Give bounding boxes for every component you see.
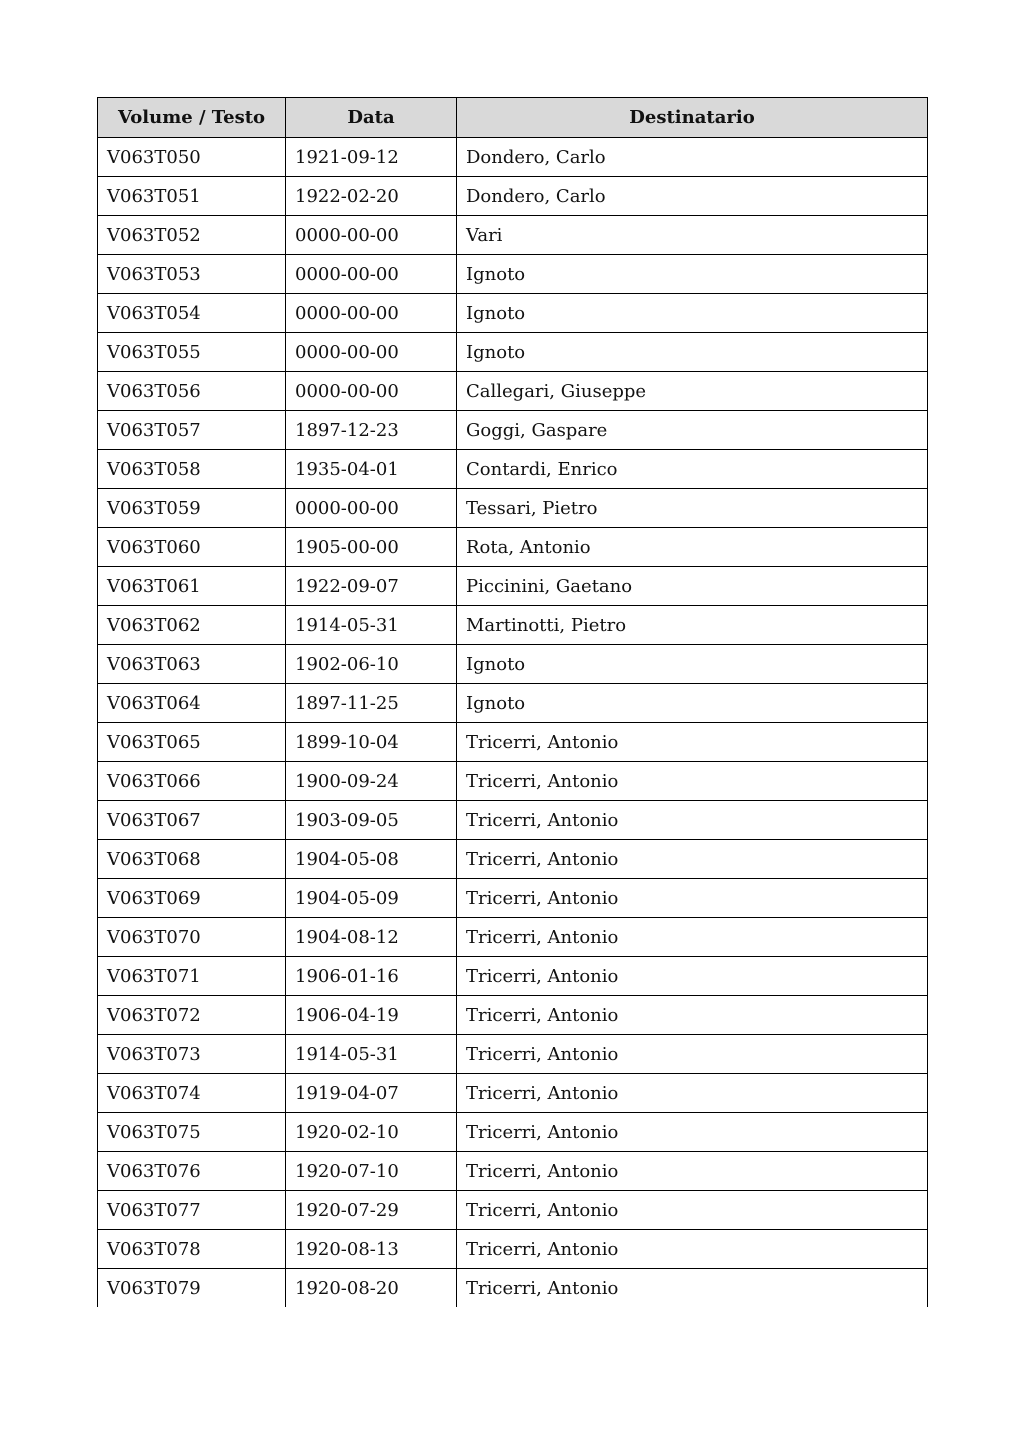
table-row bbox=[98, 762, 928, 801]
header-row bbox=[98, 98, 928, 138]
cell-data: 1921-09-12 bbox=[286, 138, 457, 177]
cell-destinatario: Ignoto bbox=[457, 294, 928, 333]
table-header bbox=[98, 98, 928, 138]
cell-destinatario: Tricerri, Antonio bbox=[457, 801, 928, 840]
cell-destinatario: Tricerri, Antonio bbox=[457, 918, 928, 957]
table-row bbox=[98, 723, 928, 762]
cell-data: 0000-00-00 bbox=[286, 255, 457, 294]
cell-volume-testo: V063T050 bbox=[98, 138, 286, 177]
table-row bbox=[98, 1191, 928, 1230]
cell-data: 1922-09-07 bbox=[286, 567, 457, 606]
table-row bbox=[98, 528, 928, 567]
cell-data: 0000-00-00 bbox=[286, 372, 457, 411]
cell-volume-testo: V063T052 bbox=[98, 216, 286, 255]
cell-volume-testo: V063T064 bbox=[98, 684, 286, 723]
cell-data: 1920-08-13 bbox=[286, 1230, 457, 1269]
cell-data: 1914-05-31 bbox=[286, 606, 457, 645]
cell-destinatario: Rota, Antonio bbox=[457, 528, 928, 567]
cell-volume-testo: V063T073 bbox=[98, 1035, 286, 1074]
table-row bbox=[98, 1113, 928, 1152]
cell-destinatario: Tricerri, Antonio bbox=[457, 1230, 928, 1269]
table-row bbox=[98, 372, 928, 411]
cell-destinatario: Tricerri, Antonio bbox=[457, 1035, 928, 1074]
cell-data: 1920-07-10 bbox=[286, 1152, 457, 1191]
document-page bbox=[97, 97, 927, 1307]
cell-volume-testo: V063T069 bbox=[98, 879, 286, 918]
cell-data: 1897-12-23 bbox=[286, 411, 457, 450]
cell-destinatario: Goggi, Gaspare bbox=[457, 411, 928, 450]
cell-destinatario: Tricerri, Antonio bbox=[457, 879, 928, 918]
cell-volume-testo: V063T063 bbox=[98, 645, 286, 684]
table-row bbox=[98, 1035, 928, 1074]
cell-destinatario: Tricerri, Antonio bbox=[457, 762, 928, 801]
table-row bbox=[98, 255, 928, 294]
cell-data: 1905-00-00 bbox=[286, 528, 457, 567]
cell-data: 1920-02-10 bbox=[286, 1113, 457, 1152]
cell-volume-testo: V063T068 bbox=[98, 840, 286, 879]
cell-destinatario: Callegari, Giuseppe bbox=[457, 372, 928, 411]
cell-data: 1904-05-09 bbox=[286, 879, 457, 918]
table-row bbox=[98, 918, 928, 957]
column-header-volume-testo: Volume / Testo bbox=[98, 98, 286, 138]
cell-volume-testo: V063T058 bbox=[98, 450, 286, 489]
cell-volume-testo: V063T071 bbox=[98, 957, 286, 996]
cell-destinatario: Tricerri, Antonio bbox=[457, 1269, 928, 1308]
cell-volume-testo: V063T062 bbox=[98, 606, 286, 645]
table-row bbox=[98, 138, 928, 177]
table-row bbox=[98, 489, 928, 528]
cell-volume-testo: V063T054 bbox=[98, 294, 286, 333]
table-row bbox=[98, 1269, 928, 1308]
table-row bbox=[98, 645, 928, 684]
cell-data: 1904-05-08 bbox=[286, 840, 457, 879]
cell-destinatario: Tricerri, Antonio bbox=[457, 996, 928, 1035]
cell-data: 1919-04-07 bbox=[286, 1074, 457, 1113]
cell-data: 0000-00-00 bbox=[286, 333, 457, 372]
cell-volume-testo: V063T078 bbox=[98, 1230, 286, 1269]
cell-data: 0000-00-00 bbox=[286, 294, 457, 333]
cell-volume-testo: V063T061 bbox=[98, 567, 286, 606]
table-row bbox=[98, 411, 928, 450]
table-row bbox=[98, 177, 928, 216]
cell-destinatario: Tricerri, Antonio bbox=[457, 723, 928, 762]
table-row bbox=[98, 333, 928, 372]
cell-data: 1903-09-05 bbox=[286, 801, 457, 840]
cell-destinatario: Tricerri, Antonio bbox=[457, 1191, 928, 1230]
cell-volume-testo: V063T066 bbox=[98, 762, 286, 801]
cell-destinatario: Ignoto bbox=[457, 333, 928, 372]
cell-volume-testo: V063T056 bbox=[98, 372, 286, 411]
table-row bbox=[98, 801, 928, 840]
cell-volume-testo: V063T079 bbox=[98, 1269, 286, 1308]
cell-data: 1904-08-12 bbox=[286, 918, 457, 957]
cell-volume-testo: V063T060 bbox=[98, 528, 286, 567]
table-row bbox=[98, 294, 928, 333]
cell-volume-testo: V063T074 bbox=[98, 1074, 286, 1113]
cell-volume-testo: V063T059 bbox=[98, 489, 286, 528]
letters-table bbox=[97, 97, 928, 1307]
cell-destinatario: Dondero, Carlo bbox=[457, 177, 928, 216]
cell-volume-testo: V063T051 bbox=[98, 177, 286, 216]
cell-destinatario: Vari bbox=[457, 216, 928, 255]
cell-destinatario: Tricerri, Antonio bbox=[457, 1113, 928, 1152]
cell-volume-testo: V063T057 bbox=[98, 411, 286, 450]
cell-data: 1900-09-24 bbox=[286, 762, 457, 801]
cell-destinatario: Tricerri, Antonio bbox=[457, 957, 928, 996]
cell-volume-testo: V063T055 bbox=[98, 333, 286, 372]
cell-destinatario: Piccinini, Gaetano bbox=[457, 567, 928, 606]
cell-destinatario: Martinotti, Pietro bbox=[457, 606, 928, 645]
cell-volume-testo: V063T067 bbox=[98, 801, 286, 840]
cell-destinatario: Ignoto bbox=[457, 645, 928, 684]
cell-data: 1902-06-10 bbox=[286, 645, 457, 684]
cell-volume-testo: V063T076 bbox=[98, 1152, 286, 1191]
table-row bbox=[98, 840, 928, 879]
cell-data: 1906-01-16 bbox=[286, 957, 457, 996]
cell-volume-testo: V063T065 bbox=[98, 723, 286, 762]
cell-destinatario: Dondero, Carlo bbox=[457, 138, 928, 177]
cell-data: 1920-07-29 bbox=[286, 1191, 457, 1230]
table-row bbox=[98, 1152, 928, 1191]
cell-destinatario: Tessari, Pietro bbox=[457, 489, 928, 528]
table-row bbox=[98, 684, 928, 723]
table-body bbox=[98, 138, 928, 1308]
table-row bbox=[98, 606, 928, 645]
cell-volume-testo: V063T075 bbox=[98, 1113, 286, 1152]
cell-destinatario: Tricerri, Antonio bbox=[457, 1152, 928, 1191]
cell-data: 1899-10-04 bbox=[286, 723, 457, 762]
table-row bbox=[98, 957, 928, 996]
table-row bbox=[98, 450, 928, 489]
cell-data: 1897-11-25 bbox=[286, 684, 457, 723]
cell-data: 1935-04-01 bbox=[286, 450, 457, 489]
cell-data: 0000-00-00 bbox=[286, 216, 457, 255]
table-row bbox=[98, 996, 928, 1035]
cell-destinatario: Ignoto bbox=[457, 255, 928, 294]
table-row bbox=[98, 1230, 928, 1269]
table-row bbox=[98, 879, 928, 918]
cell-destinatario: Tricerri, Antonio bbox=[457, 840, 928, 879]
cell-data: 1920-08-20 bbox=[286, 1269, 457, 1308]
cell-data: 0000-00-00 bbox=[286, 489, 457, 528]
table-row bbox=[98, 567, 928, 606]
column-header-data: Data bbox=[286, 98, 457, 138]
cell-data: 1922-02-20 bbox=[286, 177, 457, 216]
table-row bbox=[98, 1074, 928, 1113]
column-header-destinatario: Destinatario bbox=[457, 98, 928, 138]
cell-volume-testo: V063T072 bbox=[98, 996, 286, 1035]
cell-destinatario: Ignoto bbox=[457, 684, 928, 723]
table-row bbox=[98, 216, 928, 255]
cell-data: 1906-04-19 bbox=[286, 996, 457, 1035]
cell-volume-testo: V063T053 bbox=[98, 255, 286, 294]
cell-destinatario: Tricerri, Antonio bbox=[457, 1074, 928, 1113]
cell-volume-testo: V063T070 bbox=[98, 918, 286, 957]
cell-data: 1914-05-31 bbox=[286, 1035, 457, 1074]
cell-destinatario: Contardi, Enrico bbox=[457, 450, 928, 489]
cell-volume-testo: V063T077 bbox=[98, 1191, 286, 1230]
